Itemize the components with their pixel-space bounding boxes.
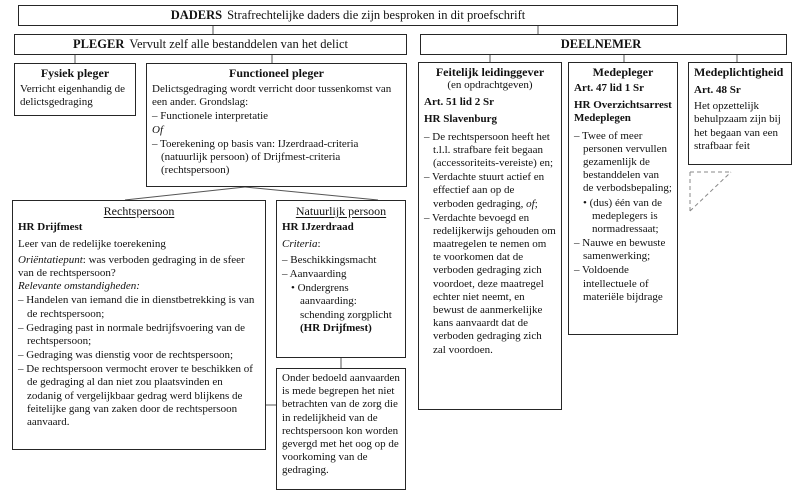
pleger-title: PLEGER: [72, 37, 125, 51]
rechtspersoon-box: [12, 200, 266, 450]
medepleger-title: Medepleger: [592, 65, 654, 79]
pleger-subtitle: Vervult zelf alle bestanddelen van het delict: [129, 37, 349, 51]
natuurlijk-persoon-title: Natuurlijk persoon: [295, 204, 387, 218]
connector-functioneel-rechtspersoon: [125, 187, 245, 200]
aanvaarden-note-box: [276, 368, 406, 490]
pleger-header-box: [14, 34, 407, 55]
rechtspersoon-item: – Handelen van iemand die in dienstbetrekking is van de rechtspersoon;: [18, 294, 255, 320]
functioneel-pleger-intro: Delictsgedraging wordt verricht door tussenkomst van een ander. Grondslag:: [152, 83, 392, 109]
rechtspersoon-case: HR Drijfmest: [18, 221, 83, 234]
medeplichtigheid-box: [688, 62, 792, 165]
medeplichtigheid-title: Medeplichtigheid: [694, 65, 784, 79]
rechtspersoon-title: Rechtspersoon: [103, 204, 175, 218]
feitelijk-leidinggever-subtitle: (en opdrachtgeven): [447, 79, 533, 91]
medepleger-box: [568, 62, 678, 335]
feitelijk-leidinggever-article: Art. 51 lid 2 Sr: [424, 96, 494, 109]
medepleger-item: – Nauwe en bewuste samenwerking;: [574, 237, 666, 263]
rechtspersoon-line: Leer van de redelijke toerekening: [18, 237, 166, 250]
dashed-triangle: [690, 172, 731, 211]
daders-header-box: [18, 5, 678, 26]
functioneel-pleger-item: – Functionele interpretatie: [152, 110, 269, 123]
rechtspersoon-item: – Gedraging past in normale bedrijfsvoering van de rechtspersoon;: [18, 321, 245, 347]
functioneel-pleger-title: Functioneel pleger: [229, 66, 324, 80]
feitelijk-leidinggever-box: [418, 62, 562, 410]
feitelijk-leidinggever-item: – De rechtspersoon heeft het t.l.l. strafbare feit begaan (accessoriteits-vereiste) en;: [424, 130, 554, 169]
natuurlijk-persoon-item: – Beschikkingsmacht: [282, 253, 377, 266]
rechtspersoon-item: – Gedraging was dienstig voor de rechtspersoon;: [18, 349, 234, 362]
feitelijk-leidinggever-item: – Verdachte stuurt actief en effectief aan op de verboden gedraging, of;: [424, 171, 545, 210]
medeplichtigheid-article: Art. 48 Sr: [694, 84, 741, 96]
medepleger-item: – Voldoende intellectuele of materiële bijdrage: [574, 264, 663, 303]
connector-functioneel-natuurlijk: [245, 187, 378, 200]
medepleger-article: Art. 47 lid 1 Sr: [574, 82, 644, 94]
functioneel-pleger-box: [146, 63, 407, 187]
medepleger-subitem: • (dus) één van de medeplegers is normadressaat;: [583, 196, 662, 235]
fysiek-pleger-body: Verricht eigenhandig de delictsgedraging: [20, 83, 126, 109]
functioneel-pleger-item: – Toerekening op basis van: IJzerdraad-criteria (natuurlijk persoon) of Drijfmest-criteria (rechtspersoon): [152, 137, 359, 177]
feitelijk-leidinggever-item: – Verdachte bevoegd en redelijkerwijs gehouden om maatregelen te nemen om te voorkomen dat de verboden gedraging zich voordoet, deze maatregel echter niet neemt, en bewust de aanmerkelijke kans aanvaardt dat de verboden gedraging zich zal voordoen.: [424, 211, 556, 356]
deelnemer-title: DEELNEMER: [560, 37, 642, 51]
natuurlijk-persoon-criteria-label: Criteria:: [282, 237, 321, 250]
functioneel-pleger-of: Of: [152, 123, 163, 136]
rechtspersoon-orientatiepunt: Oriëntatiepunt: was verboden gedraging in de sfeer van de rechtspersoon?: [18, 253, 245, 279]
natuurlijk-persoon-subitem: • Ondergrens aanvaarding: schending zorgplicht (HR Drijfmest): [291, 282, 392, 334]
daders-subtitle: Strafrechtelijke daders die zijn besproken in dit proefschrift: [227, 8, 526, 22]
fysiek-pleger-title: Fysiek pleger: [40, 66, 110, 80]
medepleger-case: HR Overzichtsarrest Medeplegen: [574, 99, 672, 125]
deelnemer-header-box: [420, 34, 787, 55]
fysiek-pleger-box: [14, 63, 136, 116]
rechtspersoon-item: – De rechtspersoon vermocht erover te beschikken of de gedraging al dan niet zou plaatsvinden en zodanig of vergelijkbaar gedrag werd blijkens de feitelijke gang van zaken door de rechtspersoon aanvaard.: [18, 363, 253, 429]
natuurlijk-persoon-box: [276, 200, 406, 358]
feitelijk-leidinggever-case: HR Slavenburg: [424, 113, 498, 126]
medeplichtigheid-body: Het opzettelijk behulpzaam zijn bij het begaan van een strafbaar feit: [694, 100, 781, 152]
rechtspersoon-relevante-label: Relevante omstandigheden:: [18, 280, 140, 293]
natuurlijk-persoon-case: HR IJzerdraad: [282, 221, 354, 234]
feitelijk-leidinggever-title: Feitelijk leidinggever: [435, 65, 545, 79]
medepleger-item: – Twee of meer personen vervullen gezamenlijk de bestanddelen van de verbodsbepaling;: [574, 129, 672, 195]
aanvaarden-note-body: Onder bedoeld aanvaarden is mede begrepen het niet betrachten van de zorg die in redelijkheid van de rechtspersoon kon worden gevergd met het oog op de voorkoming van de gedraging.: [282, 372, 400, 477]
natuurlijk-persoon-item: – Aanvaarding: [282, 267, 347, 280]
daders-title: DADERS: [170, 8, 223, 22]
